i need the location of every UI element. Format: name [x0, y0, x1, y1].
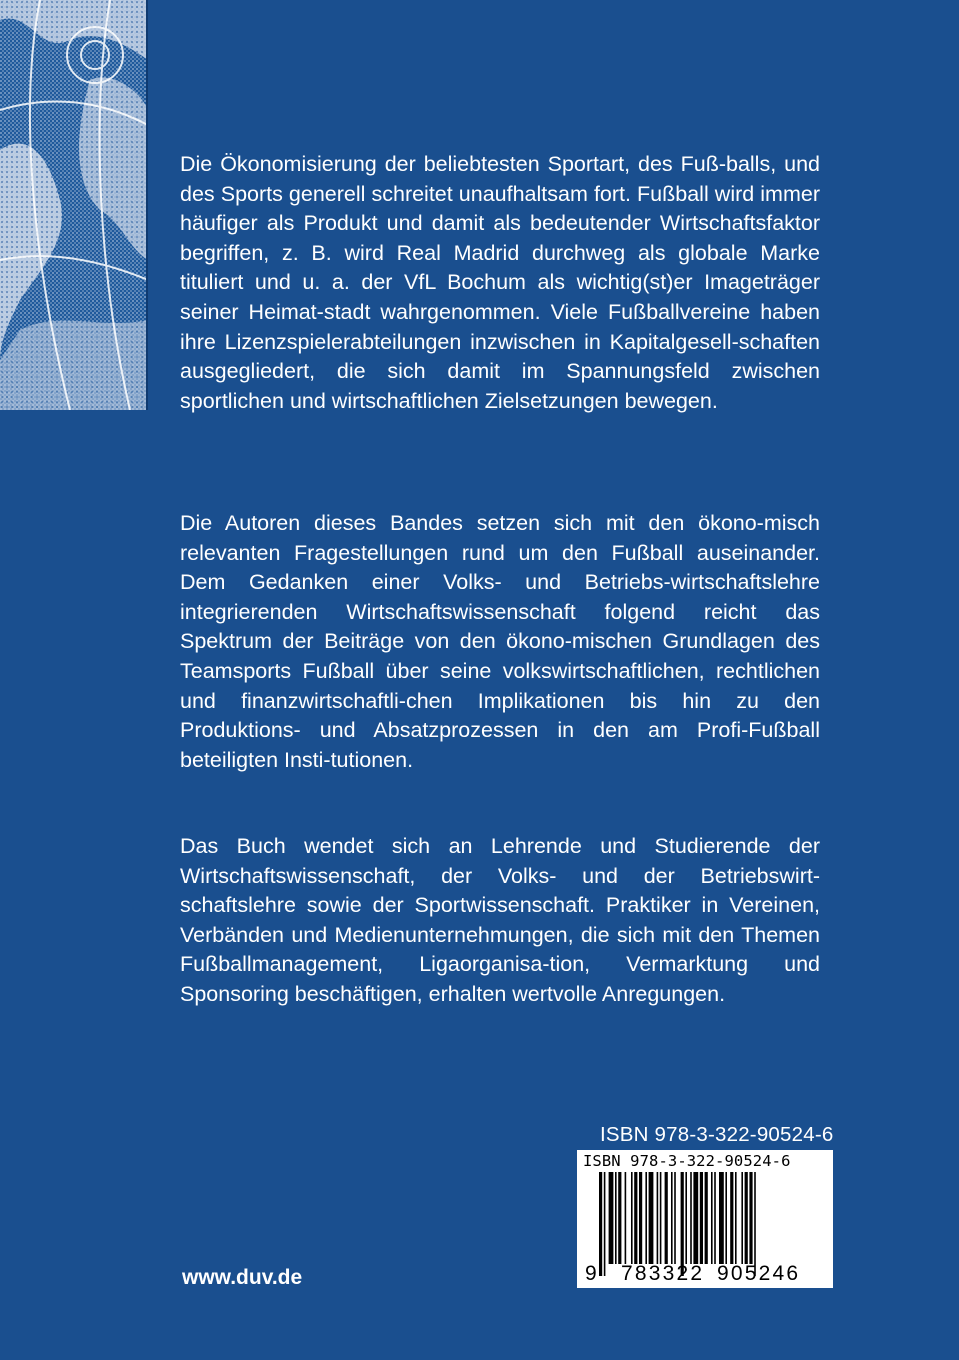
barcode-bar	[615, 1172, 617, 1264]
barcode-bar	[645, 1172, 647, 1264]
barcode-bar	[631, 1172, 633, 1264]
barcode-bar	[700, 1172, 703, 1264]
barcode-top-text: ISBN 978-3-322-90524-6	[583, 1152, 791, 1170]
barcode-digits-left: 783322	[621, 1262, 705, 1285]
description-paragraph-1: Die Ökonomisierung der beliebtesten Sportart, des Fuß-balls, und des Sports generell schreitet unaufhaltsam fort. Fußball wird immer häufiger als Produkt und damit als bedeutender Wirtschaftsfaktor begriffen, z. B. wird Real Madrid durchweg als globale Marke tituliert und u. a. der VfL Bochum als wichtig(st)er Imageträger seiner Heimat-stadt wahrgenommen. Viele Fußballvereine haben ihre Lizenzspielerabteilungen inzwischen in Kapitalgesell-schaften ausgegliedert, die sich damit im Spannungsfeld zwischen sportlichen und wirtschaftlichen Zielsetzungen bewegen.	[180, 152, 820, 413]
barcode-bar	[719, 1172, 724, 1264]
barcode-bar	[674, 1172, 676, 1264]
barcode-bar	[609, 1172, 614, 1264]
barcode-digits	[577, 1262, 833, 1286]
barcode-bar	[681, 1172, 684, 1276]
barcode-bar	[725, 1172, 727, 1264]
barcode-bar	[714, 1172, 716, 1264]
barcode-bar	[730, 1172, 733, 1264]
barcode-bar	[660, 1172, 662, 1264]
barcode-bar	[749, 1172, 752, 1264]
barcode-bar	[671, 1172, 673, 1264]
isbn-barcode	[577, 1150, 833, 1288]
barcode-bar	[685, 1172, 687, 1264]
website-link[interactable]: www.duv.de	[182, 1266, 303, 1289]
barcode-bar	[754, 1172, 756, 1276]
barcode-bar	[711, 1172, 713, 1264]
description-paragraph-3: Das Buch wendet sich an Lehrende und Studierende der Wirtschaftswissenschaft, der Volks- und der Betriebswirt-schaftslehre sowie der Sportwissenschaft. Praktiker in Vereinen, Verbänden und Medienunternehmungen, die sich mit den Themen Fußballmanagement, Ligaorganisa-tion, Vermarktung und Sponsoring beschäftigen, erhalten wertvolle Anregungen.	[180, 834, 820, 1006]
barcode-bar	[599, 1172, 602, 1276]
barcode-bar	[625, 1172, 627, 1264]
globe-image	[0, 0, 148, 410]
barcode-bar	[665, 1172, 668, 1264]
barcode-bar	[634, 1172, 637, 1264]
barcode-bar	[741, 1172, 743, 1264]
barcode-bar	[690, 1172, 692, 1264]
barcode-bar	[735, 1172, 737, 1264]
barcode-bar	[604, 1172, 606, 1276]
barcode-bar	[639, 1172, 642, 1264]
barcode-bar	[649, 1172, 654, 1264]
barcode-bar	[705, 1172, 708, 1264]
barcode-bar	[745, 1172, 748, 1264]
barcode-digits-right: 905246	[717, 1262, 801, 1285]
barcode-bar	[657, 1172, 659, 1264]
barcode-digit-first: 9	[585, 1262, 597, 1285]
barcode-bar	[618, 1172, 621, 1264]
barcode-bar	[693, 1172, 698, 1264]
description-paragraph-2: Die Autoren dieses Bandes setzen sich mit den ökono-misch relevanten Fragestellungen rund um den Fußball auseinander. Dem Gedanken einer Volks- und Betriebs-wirtschaftslehre integrierenden Wirtschaftswissenschaft folgend reicht das Spektrum der Beiträge von den ökono-mischen Grundlagen des Teamsports Fußball über seine volkswirtschaftlichen, rechtlichen und finanzwirtschaftli-chen Implikationen bis hin zu den Produktions- und Absatzprozessen in den am Profi-Fußball beteiligten Insti-tutionen.	[180, 511, 820, 772]
isbn-label: ISBN 978-3-322-90524-6	[600, 1123, 834, 1146]
